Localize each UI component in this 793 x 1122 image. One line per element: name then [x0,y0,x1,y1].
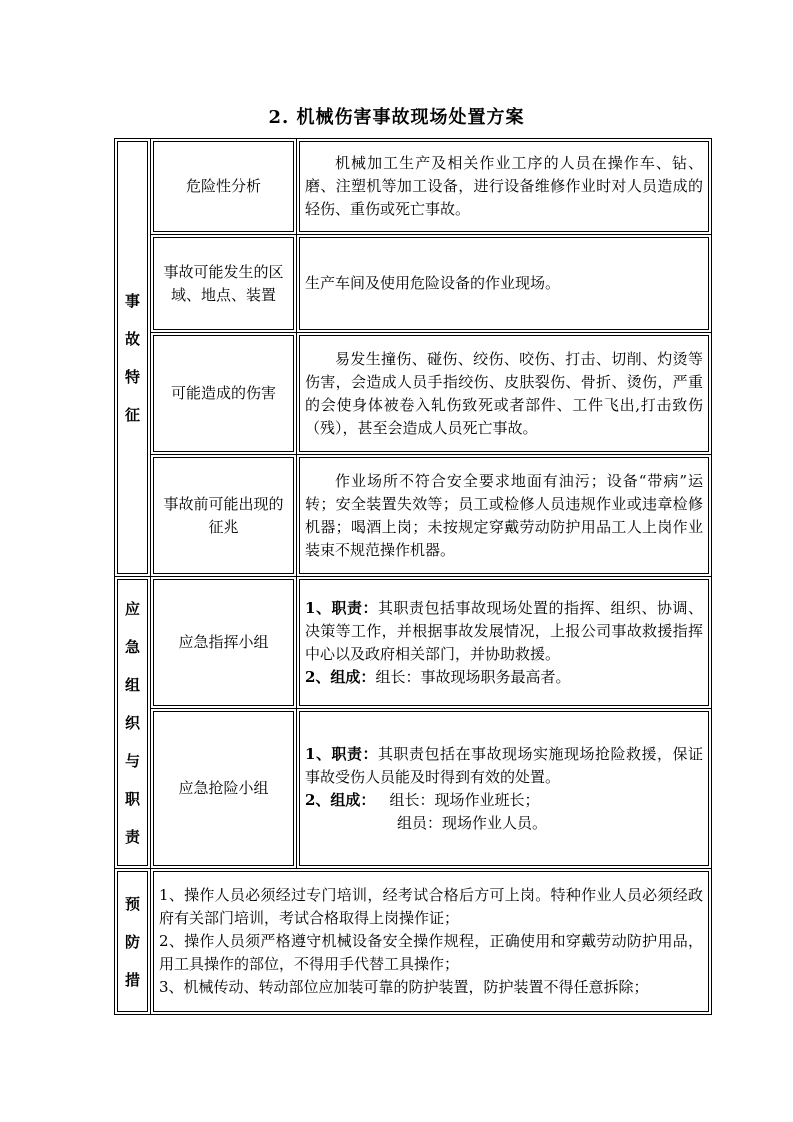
duty-text: 其职责包括事故现场处置的指挥、组织、协调、决策等工作，并根据事故发展情况，上报公司事故救援指挥中心以及政府相关部门，并协助救援。 [305,598,703,663]
prevention-content [151,869,712,1015]
row-label: 事故可能发生的区域、地点、装置 [151,235,297,333]
composition-text: 组员：现场作业人员。 [397,813,548,832]
table-row [115,709,712,869]
composition-text: 组长：事故现场职务最高者。 [375,667,571,686]
composition-key: 2、组成： [305,790,376,809]
row-label: 应急指挥小组 [151,577,297,709]
duty-key: 1、职责： [305,598,378,617]
table-row [115,235,712,333]
row-label: 危险性分析 [151,139,297,235]
section-label-organization [115,577,151,869]
row-content: 生产车间及使用危险设备的作业现场。 [297,235,712,333]
list-item: 1、操作人员必须经过专门培训，经考试合格后方可上岗。特种作业人员必须经政府有关部门培训，考试合格取得上岗操作证； [159,886,703,927]
table-row [115,577,712,709]
table-row [115,333,712,455]
row-label: 事故前可能出现的征兆 [151,455,297,577]
composition-key: 2、组成： [305,667,376,686]
list-item: 3、机械传动、转动部位应加装可靠的防护装置，防护装置不得任意拆除； [159,978,649,996]
row-label: 应急抢险小组 [151,709,297,869]
page-title: 2. 机械伤害事故现场处置方案 [268,107,525,128]
row-content: 易发生撞伤、碰伤、绞伤、咬伤、打击、切削、灼烫等伤害，会造成人员手指绞伤、皮肤裂伤、骨折、烫伤，严重的会使身体被卷入轧伤致死或者部件、工件飞出,打击致伤（残），甚至会造成人员死亡事故。 [297,333,712,455]
table-row [115,455,712,577]
row-content [297,709,712,869]
section-label-text: 事故特征 [124,291,140,424]
row-content: 机械加工生产及相关作业工序的人员在操作车、钻、磨、注塑机等加工设备，进行设备维修作业时对人员造成的轻伤、重伤或死亡事故。 [297,139,712,235]
table-row [115,139,712,235]
list-item: 2、操作人员须严格遵守机械设备安全操作规程，正确使用和穿戴劳动防护用品，用工具操作的部位，不得用手代替工具操作； [159,932,703,973]
section-label-prevention [115,869,151,1015]
composition-text: 组长：现场作业班长； [389,790,540,809]
section-label-text: 预防措 [124,894,140,989]
row-content [297,577,712,709]
row-content: 作业场所不符合安全要求地面有油污；设备“带病”运转；安全装置失效等；员工或检修人员违规作业或违章检修机器；喝酒上岗；未按规定穿戴劳动防护用品工人上岗作业装束不规范操作机器。 [297,455,712,577]
section-label-features [115,139,151,577]
row-label: 可能造成的伤害 [151,333,297,455]
duty-key: 1、职责： [305,744,378,763]
disposal-plan-table [114,138,712,1015]
duty-text: 其职责包括在事故现场实施现场抢险救援，保证事故受伤人员能及时得到有效的处置。 [305,744,703,786]
table-row [115,869,712,1015]
section-label-text: 应急组织与职责 [124,599,140,846]
